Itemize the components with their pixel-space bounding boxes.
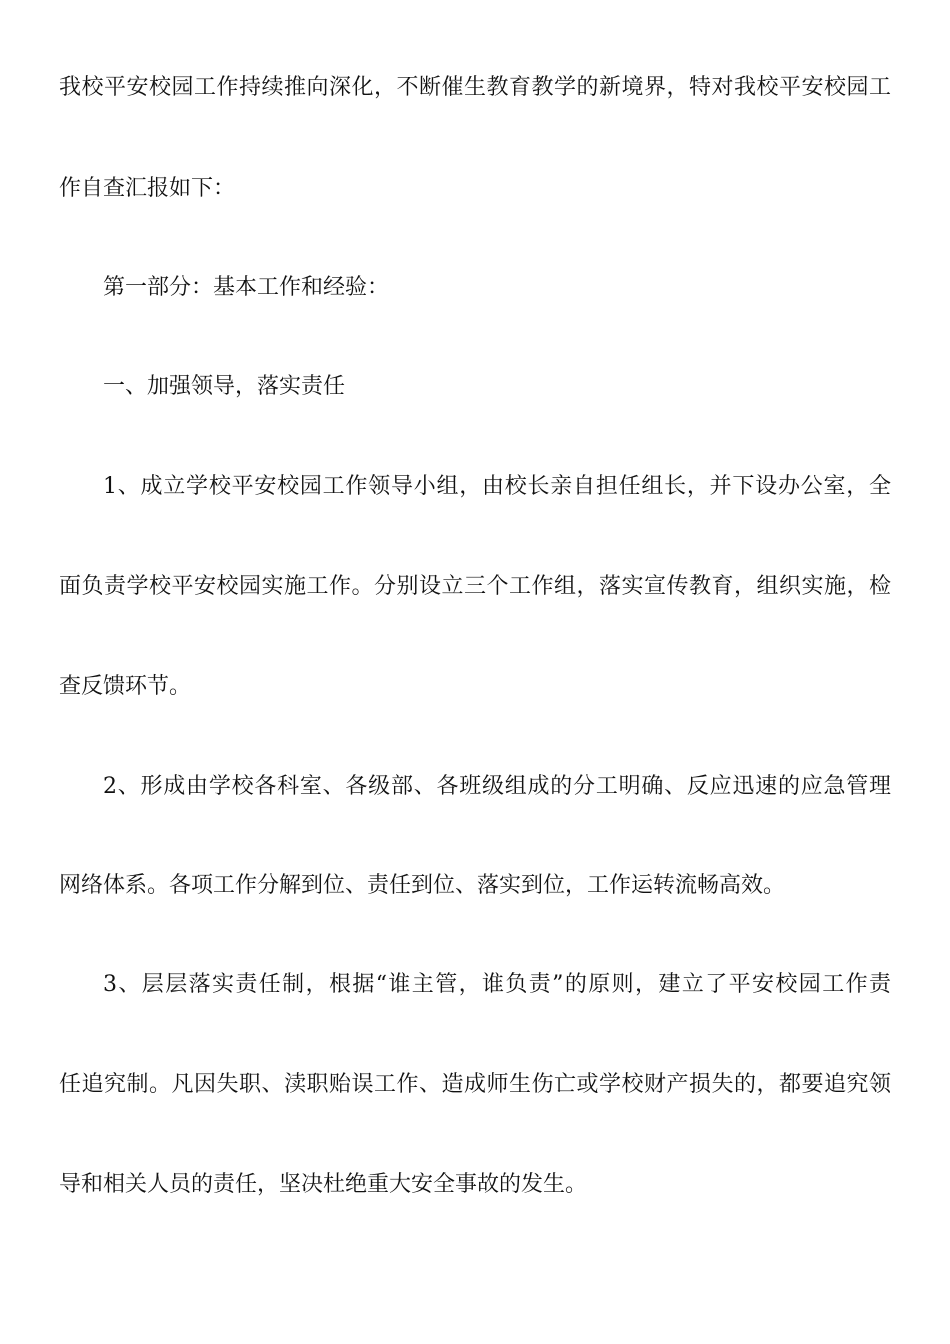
item-3-line-1: 3、层层落实责任制，根据“谁主管，谁负责”的原则，建立了平安校园工作责 xyxy=(103,972,891,997)
section-heading: 一、加强领导，落实责任 xyxy=(103,374,346,399)
intro-line-1: 我校平安校园工作持续推向深化，不断催生教育教学的新境界，特对我校平安校园工 xyxy=(59,75,891,100)
item-1-line-2: 面负责学校平安校园实施工作。分别设立三个工作组，落实宣传教育，组织实施，检 xyxy=(59,574,891,599)
intro-line-2: 作自查汇报如下： xyxy=(59,176,236,201)
item-2-line-1: 2、形成由学校各科室、各级部、各班级组成的分工明确、反应迅速的应急管理 xyxy=(103,774,891,799)
item-2-line-2: 网络体系。各项工作分解到位、责任到位、落实到位，工作运转流畅高效。 xyxy=(59,873,786,898)
part-heading: 第一部分：基本工作和经验： xyxy=(103,275,390,300)
item-1-line-1: 1、成立学校平安校园工作领导小组，由校长亲自担任组长，并下设办公室，全 xyxy=(103,474,891,499)
item-1-line-3: 查反馈环节。 xyxy=(59,674,192,699)
item-3-line-3: 导和相关人员的责任，坚决杜绝重大安全事故的发生。 xyxy=(59,1172,588,1197)
item-3-line-2: 任追究制。凡因失职、渎职贻误工作、造成师生伤亡或学校财产损失的，都要追究领 xyxy=(59,1072,891,1097)
